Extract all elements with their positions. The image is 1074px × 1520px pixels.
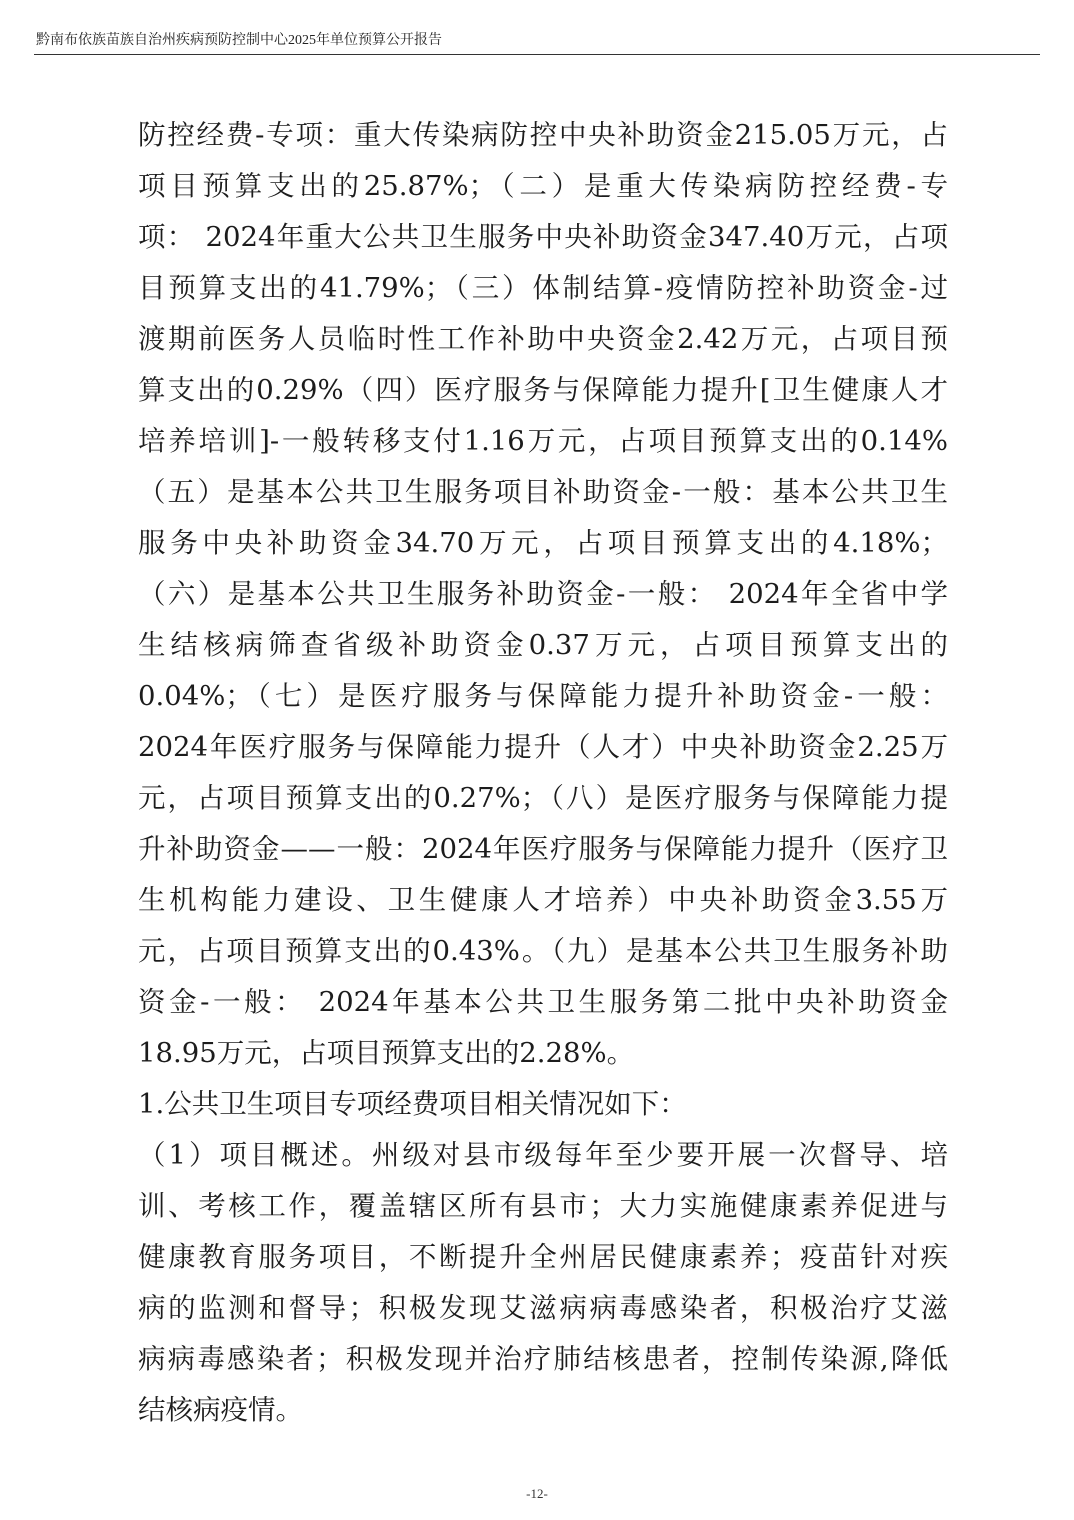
- body-line: 资金-一般： 2024年基本公共卫生服务第二批中央补助资金: [138, 986, 948, 1018]
- body-line: 培养培训]-一般转移支付1.16万元，占项目预算支出的0.14%: [138, 425, 948, 457]
- body-line: 防控经费-专项：重大传染病防控中央补助资金215.05万元，占: [138, 119, 948, 151]
- body-line: 病病毒感染者；积极发现并治疗肺结核患者，控制传染源,降低: [138, 1343, 948, 1375]
- section-heading: 1.公共卫生项目专项经费项目相关情况如下：: [138, 1088, 687, 1120]
- body-line: 项目预算支出的25.87%；（二）是重大传染病防控经费-专: [138, 170, 948, 202]
- body-line: 元，占项目预算支出的0.27%；（八）是医疗服务与保障能力提: [138, 782, 948, 814]
- body-line: （1）项目概述。州级对县市级每年至少要开展一次督导、培: [138, 1139, 948, 1171]
- page-header: [34, 30, 1040, 55]
- body-line: （六）是基本公共卫生服务补助资金-一般： 2024年全省中学: [138, 578, 948, 610]
- body-line: 服务中央补助资金34.70万元，占项目预算支出的4.18%；: [138, 527, 948, 559]
- body-line: 升补助资金——一般：2024年医疗服务与保障能力提升（医疗卫: [138, 833, 948, 865]
- body-line: 目预算支出的41.79%；（三）体制结算-疫情防控补助资金-过: [138, 272, 948, 304]
- body-line: 渡期前医务人员临时性工作补助中央资金2.42万元，占项目预: [138, 323, 948, 355]
- body-line: 项： 2024年重大公共卫生服务中央补助资金347.40万元，占项: [138, 221, 948, 253]
- body-line: 18.95万元，占项目预算支出的2.28%。: [138, 1037, 635, 1069]
- document-body: [138, 110, 948, 1436]
- body-line: 健康教育服务项目，不断提升全州居民健康素养；疫苗针对疾: [138, 1241, 948, 1273]
- page-number: -12-: [526, 1486, 548, 1501]
- header-title: 黔南布依族苗族自治州疾病预防控制中心2025年单位预算公开报告: [36, 33, 442, 48]
- body-line: （五）是基本公共卫生服务项目补助资金-一般：基本公共卫生: [138, 476, 948, 508]
- body-line: 生机构能力建设、卫生健康人才培养）中央补助资金3.55万: [138, 884, 948, 916]
- body-line: 算支出的0.29%（四）医疗服务与保障能力提升[卫生健康人才: [138, 374, 948, 406]
- body-line: 结核病疫情。: [138, 1394, 303, 1426]
- body-line: 0.04%；（七）是医疗服务与保障能力提升补助资金-一般：: [138, 680, 948, 712]
- body-line: 训、考核工作，覆盖辖区所有县市；大力实施健康素养促进与: [138, 1190, 948, 1222]
- body-line: 2024年医疗服务与保障能力提升（人才）中央补助资金2.25万: [138, 731, 948, 763]
- body-line: 生结核病筛查省级补助资金0.37万元，占项目预算支出的: [138, 629, 948, 661]
- body-line: 元，占项目预算支出的0.43%。（九）是基本公共卫生服务补助: [138, 935, 948, 967]
- body-line: 病的监测和督导；积极发现艾滋病病毒感染者，积极治疗艾滋: [138, 1292, 948, 1324]
